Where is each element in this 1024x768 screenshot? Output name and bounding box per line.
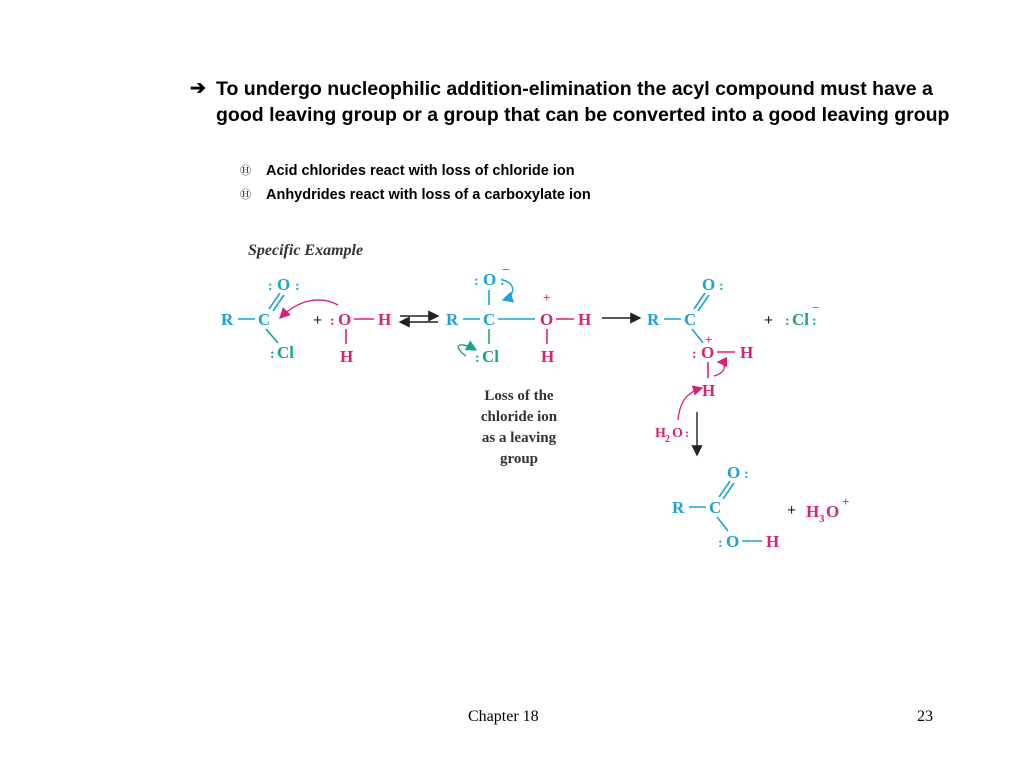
water-hydrogen-label: H — [340, 347, 354, 366]
hydrogen-label: H — [740, 343, 754, 362]
carbonyl-oxygen-label: O — [277, 275, 291, 294]
hydronium-oxygen-label: O — [826, 502, 840, 521]
sub-bullet-icon: Ⓗ — [240, 165, 251, 177]
r-group-label: R — [446, 310, 459, 329]
alkoxide-oxygen-label: O — [483, 270, 497, 289]
carboxylic-acid-product — [672, 463, 779, 551]
hydrogen-label: H — [541, 347, 555, 366]
caption-line: chloride ion — [480, 409, 558, 425]
caption-line: group — [499, 451, 539, 467]
chloride-ion — [785, 300, 819, 329]
carbonyl-carbon-label: C — [709, 498, 722, 517]
hydrogen-label: H — [578, 310, 592, 329]
lone-pair-icon: : — [719, 279, 724, 294]
footer-chapter: Chapter 18 — [468, 708, 539, 725]
sub-bullet-icon: Ⓗ — [240, 189, 251, 201]
main-bullet-text: To undergo nucleophilic addition-elimination the acyl compound must have a good leaving group or a group that can be converted into a good leaving group — [216, 78, 950, 126]
chlorine-label: Cl — [482, 347, 499, 366]
sub-bullet-text: Acid chlorides react with loss of chloride ion — [266, 163, 575, 179]
plus-sign: + — [764, 312, 774, 329]
footer-page-number: 23 — [917, 708, 933, 725]
caption-line: as a leaving — [481, 430, 557, 446]
lone-pair-icon: : — [474, 274, 479, 289]
hydronium-h-label: H — [806, 502, 820, 521]
carbonyl-carbon-label: C — [684, 310, 697, 329]
lone-pair-icon: : — [692, 347, 697, 362]
hydrogen-label: H — [702, 381, 716, 400]
subscript-2: 2 — [665, 434, 670, 445]
lone-pair-icon: : — [718, 536, 723, 551]
oxonium-oxygen-label: O — [540, 310, 554, 329]
lone-pair-icon: : — [295, 279, 300, 294]
lone-pair-icon: : — [785, 314, 790, 329]
r-group-label: R — [221, 310, 234, 329]
negative-charge: − — [502, 263, 510, 278]
lone-pair-icon: : — [330, 314, 335, 329]
r-group-label: R — [647, 310, 660, 329]
positive-charge: + — [705, 332, 713, 347]
lone-pair-icon: : — [685, 426, 689, 440]
water-h-label: H — [655, 426, 666, 441]
carbonyl-carbon-label: C — [258, 310, 271, 329]
negative-charge: − — [812, 300, 820, 315]
caption-line: Loss of the — [484, 388, 554, 404]
subscript-3: 3 — [819, 513, 825, 525]
diagram-title: Specific Example — [248, 242, 364, 259]
hydroxyl-hydrogen-label: H — [766, 532, 780, 551]
chlorine-label: Cl — [277, 343, 294, 362]
acyl-chloride-structure — [221, 275, 300, 362]
chloride-leaving-arrow — [458, 345, 476, 356]
carbonyl-oxygen-label: O — [702, 275, 716, 294]
water-molecule — [330, 310, 391, 366]
plus-sign: + — [787, 502, 797, 519]
lone-pair-icon: : — [500, 274, 505, 289]
water-base — [655, 426, 689, 445]
lone-pair-icon: : — [270, 347, 275, 362]
hydroxyl-oxygen-label: O — [726, 532, 740, 551]
electron-push-arrow — [714, 362, 724, 376]
water-oxygen-label: O — [338, 310, 352, 329]
deprotonation-arrow — [678, 388, 702, 420]
lone-pair-icon: : — [475, 351, 480, 366]
protonated-carboxylic-acid — [647, 275, 753, 400]
arrow-bullet-icon: ➔ — [190, 78, 206, 99]
lone-pair-icon: : — [812, 314, 817, 329]
water-hydrogen-label: H — [378, 310, 392, 329]
lone-pair-icon: : — [744, 467, 749, 482]
tetrahedral-intermediate — [446, 263, 591, 366]
sub-bullet-text: Anhydrides react with loss of a carboxylate ion — [266, 187, 591, 203]
carbonyl-oxygen-label: O — [727, 463, 741, 482]
chloride-label: Cl — [792, 310, 809, 329]
plus-sign: + — [313, 312, 323, 329]
r-group-label: R — [672, 498, 685, 517]
equilibrium-arrow — [400, 316, 438, 322]
positive-charge: + — [842, 494, 850, 509]
leaving-group-caption — [481, 388, 558, 467]
water-oxygen-label: O — [672, 426, 683, 441]
hydronium-ion — [806, 494, 849, 525]
oxonium-oxygen-label: O — [701, 343, 715, 362]
lone-pair-icon: : — [268, 279, 273, 294]
central-carbon-label: C — [483, 310, 496, 329]
positive-charge: + — [543, 290, 551, 305]
